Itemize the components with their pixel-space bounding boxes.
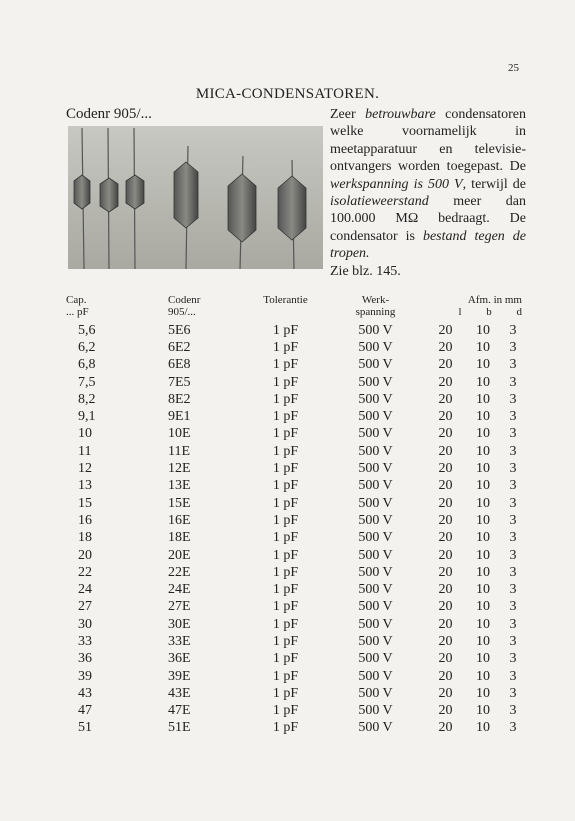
cell-afm-b: 10: [476, 461, 490, 477]
table-row: [60, 408, 528, 425]
cell-afm-d: 3: [509, 391, 517, 407]
cell-afm-d: 3: [509, 374, 517, 390]
cell-codenr: 30E: [168, 616, 191, 632]
cell-werkspanning: 500 V: [358, 616, 393, 632]
table-row: [60, 391, 528, 408]
cell-tolerantie: 1 pF: [272, 703, 299, 719]
table-row: [60, 426, 528, 443]
cell-afm-b: 10: [476, 685, 490, 701]
cell-codenr: 6E2: [168, 339, 191, 355]
table-row: [60, 720, 528, 737]
cell-afm-l: 20: [438, 547, 453, 563]
cell-afm-l: 20: [438, 409, 453, 425]
table-row: [60, 339, 528, 356]
cell-afm-l: 20: [438, 530, 453, 546]
cell-werkspanning: 500 V: [358, 564, 393, 580]
cell-codenr: 8E2: [168, 391, 191, 407]
header-tolerantie: Tolerantie: [263, 294, 308, 306]
cell-afm-d: 3: [509, 547, 517, 563]
cell-afm-d: 3: [509, 322, 517, 338]
cell-afm-b: 10: [476, 599, 490, 615]
cell-cap: 6,2: [78, 339, 96, 355]
cell-afm-d: 3: [509, 530, 517, 546]
cell-codenr: 15E: [168, 495, 191, 511]
cell-codenr: 13E: [168, 478, 191, 494]
cell-tolerantie: 1 pF: [272, 685, 299, 701]
table-row: [60, 512, 528, 529]
cell-codenr: 12E: [168, 461, 191, 477]
table-row: [60, 633, 528, 650]
cell-afm-d: 3: [509, 564, 517, 580]
cell-afm-b: 10: [476, 668, 490, 684]
cell-afm-b: 10: [476, 495, 490, 511]
table-row: [60, 357, 528, 374]
cell-cap: 9,1: [78, 409, 96, 425]
cell-afm-l: 20: [438, 357, 453, 373]
page-number: 25: [508, 62, 519, 74]
table-header-row: [60, 294, 528, 322]
table-row: [60, 495, 528, 512]
cell-afm-l: 20: [438, 339, 453, 355]
cell-afm-l: 20: [438, 703, 453, 719]
cell-cap: 51: [78, 720, 92, 736]
cell-afm-d: 3: [509, 512, 517, 528]
cell-afm-b: 10: [476, 322, 490, 338]
cell-afm-b: 10: [476, 564, 490, 580]
cell-afm-d: 3: [509, 720, 517, 736]
cell-werkspanning: 500 V: [358, 409, 393, 425]
cell-afm-l: 20: [438, 599, 453, 615]
cell-werkspanning: 500 V: [358, 703, 393, 719]
cell-codenr: 33E: [168, 633, 191, 649]
cell-tolerantie: 1 pF: [272, 426, 299, 442]
table-row: [60, 668, 528, 685]
cell-afm-b: 10: [476, 339, 490, 355]
cell-afm-l: 20: [438, 478, 453, 494]
cell-cap: 24: [78, 582, 92, 598]
cell-afm-d: 3: [509, 339, 517, 355]
cell-cap: 11: [78, 443, 92, 459]
table-row: [60, 581, 528, 598]
cell-cap: 33: [78, 633, 92, 649]
table-row: [60, 443, 528, 460]
cell-codenr: 27E: [168, 599, 191, 615]
desc-reference: Zie blz. 145.: [330, 263, 401, 279]
desc-italic-2: werkspanning is 500 V: [330, 176, 463, 192]
cell-werkspanning: 500 V: [358, 339, 393, 355]
table-row: [60, 530, 528, 547]
cell-werkspanning: 500 V: [358, 547, 393, 563]
cell-codenr: 39E: [168, 668, 191, 684]
cell-werkspanning: 500 V: [358, 495, 393, 511]
cell-afm-b: 10: [476, 651, 490, 667]
cell-tolerantie: 1 pF: [272, 391, 299, 407]
cell-cap: 22: [78, 564, 92, 580]
cell-codenr: 11E: [168, 443, 191, 459]
cell-codenr: 6E8: [168, 357, 191, 373]
cell-cap: 47: [78, 703, 92, 719]
table-row: [60, 322, 528, 339]
cell-afm-d: 3: [509, 685, 517, 701]
cell-afm-b: 10: [476, 633, 490, 649]
cell-tolerantie: 1 pF: [272, 582, 299, 598]
cell-afm-l: 20: [438, 374, 453, 390]
cell-cap: 5,6: [78, 322, 96, 338]
cell-tolerantie: 1 pF: [272, 461, 299, 477]
cell-codenr: 22E: [168, 564, 191, 580]
cell-afm-b: 10: [476, 478, 490, 494]
cell-afm-l: 20: [438, 461, 453, 477]
cell-cap: 27: [78, 599, 92, 615]
desc-italic-1: betrouwbare: [365, 107, 436, 122]
cell-tolerantie: 1 pF: [272, 720, 299, 736]
cell-cap: 12: [78, 461, 92, 477]
cell-tolerantie: 1 pF: [272, 357, 299, 373]
table-row: [60, 651, 528, 668]
cell-tolerantie: 1 pF: [272, 495, 299, 511]
cell-tolerantie: 1 pF: [272, 478, 299, 494]
cell-afm-b: 10: [476, 357, 490, 373]
cell-afm-l: 20: [438, 633, 453, 649]
cell-codenr: 20E: [168, 547, 191, 563]
codenr-label: Codenr 905/...: [66, 106, 152, 122]
cell-tolerantie: 1 pF: [272, 633, 299, 649]
desc-italic-3: isolatieweerstand: [330, 194, 429, 210]
cell-afm-l: 20: [438, 582, 453, 598]
cell-werkspanning: 500 V: [358, 357, 393, 373]
cell-werkspanning: 500 V: [358, 720, 393, 736]
cell-afm-l: 20: [438, 512, 453, 528]
cell-afm-d: 3: [509, 651, 517, 667]
cell-tolerantie: 1 pF: [272, 322, 299, 338]
cell-codenr: 51E: [168, 720, 191, 736]
cell-afm-b: 10: [476, 703, 490, 719]
cell-afm-b: 10: [476, 720, 490, 736]
cell-werkspanning: 500 V: [358, 685, 393, 701]
cell-werkspanning: 500 V: [358, 582, 393, 598]
cell-afm-d: 3: [509, 633, 517, 649]
cell-werkspanning: 500 V: [358, 530, 393, 546]
desc-text-1: Zeer: [330, 107, 366, 122]
cell-codenr: 16E: [168, 512, 191, 528]
cell-tolerantie: 1 pF: [272, 651, 299, 667]
cell-afm-b: 10: [476, 530, 490, 546]
description: [330, 106, 526, 280]
cell-afm-b: 10: [476, 391, 490, 407]
cell-afm-b: 10: [476, 512, 490, 528]
table-row: [60, 616, 528, 633]
cell-afm-l: 20: [438, 685, 453, 701]
header-afm: Afm. in mm l b d: [458, 294, 522, 318]
table-row: [60, 478, 528, 495]
cell-afm-b: 10: [476, 582, 490, 598]
cell-afm-d: 3: [509, 478, 517, 494]
cell-werkspanning: 500 V: [358, 426, 393, 442]
cell-cap: 7,5: [78, 374, 96, 390]
table-row: [60, 374, 528, 391]
cell-tolerantie: 1 pF: [272, 564, 299, 580]
cell-afm-d: 3: [509, 616, 517, 632]
cell-tolerantie: 1 pF: [272, 339, 299, 355]
cell-tolerantie: 1 pF: [272, 443, 299, 459]
cell-afm-l: 20: [438, 443, 453, 459]
cell-afm-l: 20: [438, 564, 453, 580]
cell-cap: 6,8: [78, 357, 96, 373]
cell-afm-d: 3: [509, 599, 517, 615]
cell-afm-b: 10: [476, 426, 490, 442]
cell-werkspanning: 500 V: [358, 512, 393, 528]
cell-tolerantie: 1 pF: [272, 668, 299, 684]
cell-werkspanning: 500 V: [358, 478, 393, 494]
cell-codenr: 18E: [168, 530, 191, 546]
cell-afm-d: 3: [509, 409, 517, 425]
table-row: [60, 564, 528, 581]
desc-text-3: , terwijl de: [462, 176, 526, 192]
cell-afm-l: 20: [438, 651, 453, 667]
cell-afm-l: 20: [438, 391, 453, 407]
cell-afm-d: 3: [509, 582, 517, 598]
cell-tolerantie: 1 pF: [272, 616, 299, 632]
cell-cap: 18: [78, 530, 92, 546]
cell-afm-l: 20: [438, 426, 453, 442]
cell-werkspanning: 500 V: [358, 668, 393, 684]
cell-werkspanning: 500 V: [358, 322, 393, 338]
header-codenr: Codenr 905/...: [168, 294, 201, 318]
cell-afm-d: 3: [509, 668, 517, 684]
cell-codenr: 24E: [168, 582, 191, 598]
cell-cap: 39: [78, 668, 92, 684]
cell-afm-d: 3: [509, 703, 517, 719]
cell-cap: 36: [78, 651, 92, 667]
cell-werkspanning: 500 V: [358, 443, 393, 459]
cell-afm-d: 3: [509, 495, 517, 511]
capacitor-photo-image: [68, 126, 323, 269]
cell-codenr: 36E: [168, 651, 191, 667]
table-row: [60, 703, 528, 720]
cell-codenr: 10E: [168, 426, 191, 442]
cell-werkspanning: 500 V: [358, 599, 393, 615]
table-row: [60, 460, 528, 477]
desc-text-4: meer dan 100.000 MΩ bedraagt. De condensator is: [330, 194, 526, 244]
cell-codenr: 5E6: [168, 322, 191, 338]
cell-cap: 30: [78, 616, 92, 632]
cell-afm-d: 3: [509, 357, 517, 373]
cell-werkspanning: 500 V: [358, 633, 393, 649]
cell-afm-b: 10: [476, 547, 490, 563]
cell-werkspanning: 500 V: [358, 374, 393, 390]
page-title: MICA-CONDENSATOREN.: [195, 86, 380, 102]
cell-cap: 13: [78, 478, 92, 494]
cell-afm-d: 3: [509, 461, 517, 477]
header-cap: Cap. ... pF: [66, 294, 89, 318]
cell-cap: 15: [78, 495, 92, 511]
cell-afm-l: 20: [438, 668, 453, 684]
cell-codenr: 47E: [168, 703, 191, 719]
cell-tolerantie: 1 pF: [272, 599, 299, 615]
cell-afm-l: 20: [438, 322, 453, 338]
cell-tolerantie: 1 pF: [272, 530, 299, 546]
cell-tolerantie: 1 pF: [272, 409, 299, 425]
cell-codenr: 7E5: [168, 374, 191, 390]
cell-afm-d: 3: [509, 443, 517, 459]
cell-codenr: 43E: [168, 685, 191, 701]
cell-cap: 20: [78, 547, 92, 563]
cell-codenr: 9E1: [168, 409, 191, 425]
cell-afm-b: 10: [476, 443, 490, 459]
cell-afm-d: 3: [509, 426, 517, 442]
cell-afm-b: 10: [476, 374, 490, 390]
cell-werkspanning: 500 V: [358, 391, 393, 407]
cell-afm-l: 20: [438, 495, 453, 511]
table-row: [60, 599, 528, 616]
table-row: [60, 547, 528, 564]
capacitor-photo: [68, 126, 323, 269]
table-row: [60, 685, 528, 702]
cell-afm-b: 10: [476, 409, 490, 425]
cell-tolerantie: 1 pF: [272, 547, 299, 563]
cell-werkspanning: 500 V: [358, 461, 393, 477]
header-werkspanning: Werk- spanning: [355, 294, 396, 318]
cell-afm-b: 10: [476, 616, 490, 632]
cell-cap: 10: [78, 426, 92, 442]
cell-afm-l: 20: [438, 616, 453, 632]
cell-cap: 8,2: [78, 391, 96, 407]
capacitor-table: [60, 294, 528, 737]
cell-cap: 43: [78, 685, 92, 701]
desc-italic-4: bestand tegen de tropen.: [330, 228, 526, 262]
cell-tolerantie: 1 pF: [272, 512, 299, 528]
desc-text-2: condensatoren welke voornamelijk in meetapparatuur en televisie-ontvangers worden toegepast. De: [330, 107, 526, 175]
cell-cap: 16: [78, 512, 92, 528]
cell-werkspanning: 500 V: [358, 651, 393, 667]
cell-afm-l: 20: [438, 720, 453, 736]
cell-tolerantie: 1 pF: [272, 374, 299, 390]
